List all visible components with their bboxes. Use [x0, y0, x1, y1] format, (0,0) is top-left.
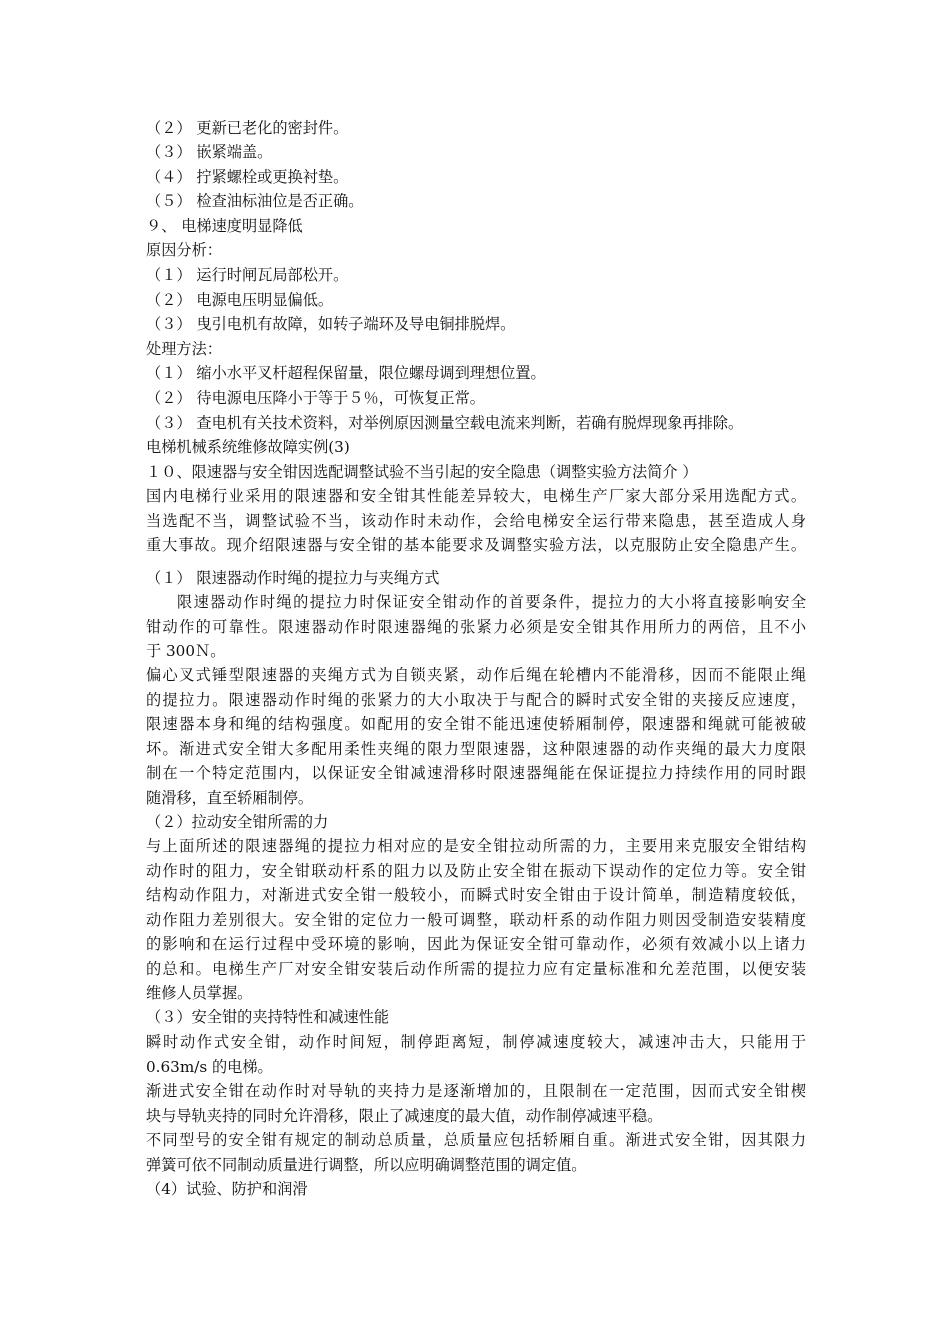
section-heading: 电梯机械系统维修故障实例(3)	[146, 438, 350, 456]
paragraph	[146, 663, 806, 810]
text-line: 处理方法：	[146, 340, 222, 358]
text-line: （３） 查电机有关技术资料，对举例原因测量空载电流来判断，若确有脱焊现象再排除。	[146, 414, 744, 432]
paragraph-line: 0.63m/s 的电梯。	[146, 1057, 273, 1076]
paragraph-line: 重大事故。现介绍限速器与安全钳的基本能要求及调整实验方法，以克服防止安全隐患产生。	[146, 536, 806, 554]
paragraph-line: 结构动作阻力，对渐进式安全钳一般较小，而瞬式时安全钳由于设计简单，制造精度较低，	[146, 886, 806, 904]
paragraph-line: 动作时的阻力，安全钳联动杆系的阻力以及防止安全钳在振动下误动作的定位力等。安全钳	[146, 861, 806, 880]
paragraph-line: 维修人员掌握。	[146, 984, 253, 1002]
text-line: （４） 拧紧螺栓或更换衬垫。	[146, 168, 349, 186]
text-line: 原因分析：	[146, 241, 222, 259]
text-line: （１） 运行时闸瓦局部松开。	[146, 266, 349, 284]
paragraph-line: 渐进式安全钳在动作时对导轨的夹持力是逐渐增加的，且限制在一定范围，因而式安全钳楔	[146, 1082, 806, 1100]
paragraph-line: 制在一个特定范围内，以保证安全钳减速滑移时限速器绳能在保证提拉力持续作用的同时跟	[146, 764, 806, 782]
text-line: （５） 检查油标油位是否正确。	[146, 192, 364, 210]
paragraph-line: 当选配不当，调整试验不当，该动作时未动作，会给电梯安全运行带来隐患，甚至造成人身	[146, 511, 806, 530]
paragraph-line: 不同型号的安全钳有规定的制动总质量，总质量应包括轿厢自重。渐进式安全钳，因其限力	[146, 1131, 806, 1149]
text-line: （１） 缩小水平叉杆超程保留量，限位螺母调到理想位置。	[146, 364, 546, 382]
subheading: （２）拉动安全钳所需的力	[146, 813, 329, 831]
paragraph-line: 动作阻力差别很大。安全钳的定位力一般可调整，联动杆系的动作阻力则因受制造安装精度	[146, 910, 806, 929]
subheading: （３）安全钳的夹持特性和减速性能	[146, 1008, 389, 1026]
paragraph-line: 钳动作的可靠性。限速器动作时限速器绳的张紧力必须是安全钳其作用所力的两倍，且不小	[146, 617, 806, 636]
paragraph	[146, 834, 806, 1006]
paragraph	[146, 1030, 806, 1079]
paragraph-line: 与上面所述的限速器绳的提拉力相对应的是安全钳拉动所需的力，主要用来克服安全钳结构	[146, 837, 806, 855]
paragraph-line: 坏。渐进式安全钳大多配用柔性夹绳的限力型限速器，这种限速器的动作夹绳的最大力度限	[146, 739, 806, 758]
paragraph	[146, 590, 806, 664]
text-line: （２） 电源电压明显偏低。	[146, 291, 334, 309]
paragraph-line: 偏心叉式锤型限速器的夹绳方式为自锁夹紧，动作后绳在轮槽内不能滑移，因而不能限止绳	[146, 666, 806, 684]
paragraph	[146, 484, 806, 558]
text-line: （３） 曳引电机有故障，如转子端环及导电铜排脱焊。	[146, 315, 516, 333]
paragraph-line: 国内电梯行业采用的限速器和安全钳其性能差异较大，电梯生产厂家大部分采用选配方式。	[146, 487, 806, 505]
text-line: （２） 待电源电压降小于等于５％，可恢复正常。	[146, 389, 485, 407]
subheading: （１） 限速器动作时绳的提拉力与夹绳方式	[146, 569, 440, 587]
paragraph-line: 的影响和在运行过程中受环境的影响，因此为保证安全钳可靠动作，必须有效减小以上诸力	[146, 935, 806, 953]
section-heading: １０、限速器与安全钳因选配调整试验不当引起的安全隐患（调整实验方法简介 ）	[146, 463, 698, 481]
paragraph-line: 限速器本身和绳的结构强度。如配用的安全钳不能迅速使轿厢制停，限速器和绳就可能被破	[146, 715, 806, 733]
text-line: （２） 更新已老化的密封件。	[146, 119, 349, 137]
paragraph-line: 块与导轨夹持的同时允许滑移，限止了减速度的最大值，动作制停减速平稳。	[146, 1106, 663, 1125]
paragraph-line: 随滑移，直至轿厢制停。	[146, 788, 314, 807]
paragraph-line: 限速器动作时绳的提拉力时保证安全钳动作的首要条件，提拉力的大小将直接影响安全	[177, 593, 806, 611]
subheading: （4）试验、防护和润滑	[146, 1180, 308, 1198]
paragraph-line: 的提拉力。限速器动作时绳的张紧力的大小取决于与配合的瞬时式安全钳的夹接反应速度，	[146, 690, 806, 709]
paragraph	[146, 1079, 806, 1128]
text-line: （３） 嵌紧端盖。	[146, 143, 273, 161]
section-heading: ９、 电梯速度明显降低	[146, 217, 303, 235]
paragraph	[146, 1128, 806, 1177]
paragraph-line: 于 300Ｎ。	[146, 642, 226, 660]
paragraph-line: 的总和。电梯生产厂对安全钳安装后动作所需的提拉力应有定量标准和允差范围，以便安装	[146, 959, 806, 978]
paragraph-line: 弹簧可依不同制动质量进行调整，所以应明确调整范围的调定值。	[146, 1155, 587, 1174]
paragraph-line: 瞬时动作式安全钳，动作时间短，制停距离短，制停减速度较大，减速冲击大，只能用于	[146, 1033, 806, 1051]
